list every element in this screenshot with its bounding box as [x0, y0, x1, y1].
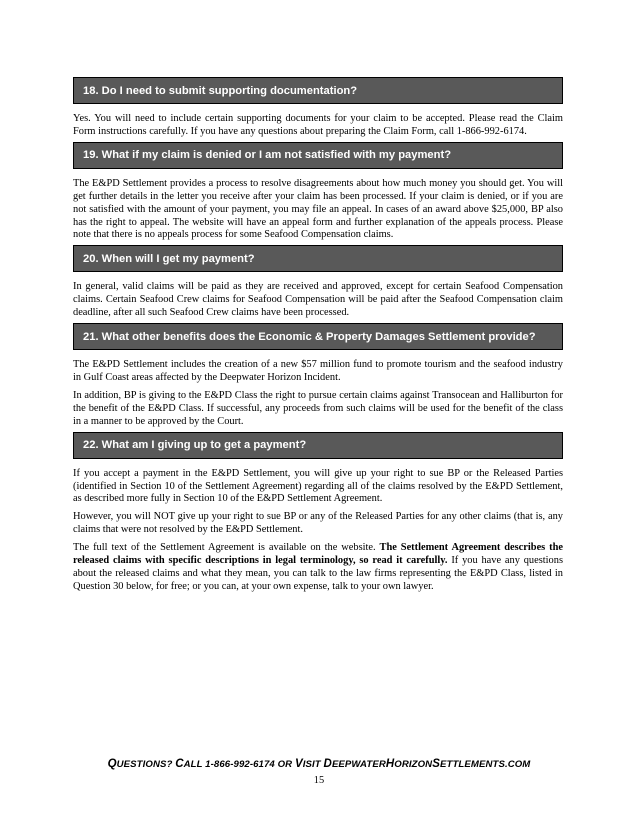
- footer-text: ISIT: [302, 759, 324, 770]
- answer-22-paragraph-2: However, you will NOT give up your right to sue BP or any of the Released Parties for any other claims (that is, any claims that were not resolved by the E&PD Settlement.: [73, 511, 563, 536]
- answer-21-paragraph-1: The E&PD Settlement includes the creation of a new $57 million fund to promote tourism and the seafood industry in Gulf Coast areas affected by the Deepwater Horizon Incident.: [73, 359, 563, 383]
- question-18-text: 18. Do I need to submit supporting documentation?: [83, 84, 358, 97]
- question-21-heading: [73, 323, 563, 350]
- answer-22-text-after: If you have any questions about the released claims and what they mean, you can talk to the law firms representing the E&PD Class, listed in Question 30 below, for free; or you can, at your own expense, talk to your own lawyer.: [73, 555, 563, 592]
- footer-cap: S: [432, 758, 440, 770]
- question-18-heading: [73, 77, 563, 104]
- footer-text: EEPWATER: [331, 759, 386, 770]
- answer-22-paragraph-3: [73, 542, 563, 594]
- question-19-text: 19. What if my claim is denied or I am not satisfied with my payment?: [83, 149, 452, 162]
- answer-20-paragraph: In general, valid claims will be paid as they are received and approved, except for certain Seafood Compensation claims. Certain Seafood Crew claims for Seafood Compensation will be paid after the Seafood Compensation claim deadline, after all such Seafood Crew claims have been processed.: [73, 281, 563, 319]
- question-21-text: 21. What other benefits does the Economic & Property Damages Settlement provide?: [83, 330, 536, 343]
- question-20-heading: [73, 245, 563, 272]
- question-22-heading: [73, 432, 563, 459]
- footer-cap: V: [294, 758, 303, 770]
- footer-text: ALL 1-866-992-6174 OR: [183, 759, 295, 770]
- answer-21-paragraph-2: In addition, BP is giving to the E&PD Class the right to pursue certain claims against Transocean and Halliburton for the benefit of the E&PD Class. If successful, any proceeds from such claims will be used for the benefit of the class in a manner to be approved by the Court.: [73, 389, 563, 427]
- footer-contact: [0, 758, 638, 770]
- answer-22-paragraph-1: If you accept a payment in the E&PD Settlement, you will give up your right to sue BP or the Released Parties (identified in Section 10 of the Settlement Agreement) regarding all of the claims resolved by the E&PD Settlement, as described more fully in Section 10 of the E&PD Settlement Agreement.: [73, 467, 563, 505]
- page-number: 15: [313, 775, 325, 786]
- answer-19-paragraph: The E&PD Settlement provides a process to resolve disagreements about how much money you should get. You will get further details in the letter you receive after your claim has been processed. If your claim is denied, or if you are not satisfied with the amount of your payment, you may file an appeal. In cases of an award above $25,000, BP also has the right to appeal. The website will have an appeal form and further explanation of the appeals process. Please note that there is no appeals process for some Seafood Compensation claims.: [73, 177, 563, 241]
- answer-22-bold-text: The Settlement Agreement describes the released claims with specific descriptions in legal terminology, so read it carefully.: [73, 542, 564, 567]
- footer-cap: Q: [107, 758, 117, 770]
- footer-cap: C: [175, 758, 184, 770]
- page-content: [73, 77, 563, 594]
- question-22-text: 22. What am I giving up to get a payment?: [83, 439, 307, 452]
- question-20-text: 20. When will I get my payment?: [83, 252, 255, 265]
- footer-text: ORIZON: [394, 759, 433, 770]
- question-19-heading: [73, 142, 563, 169]
- answer-18-paragraph: Yes. You will need to include certain supporting documents for your claim to be accepted. Please read the Claim Form instructions carefully. If you have any questions about preparing the Claim Form, call 1-866-992-6174.: [73, 113, 563, 137]
- footer-cap: H: [385, 758, 395, 770]
- footer-text: ETTLEMENTS.COM: [439, 759, 531, 770]
- footer-cap: D: [323, 758, 332, 770]
- footer-text: UESTIONS?: [116, 759, 176, 770]
- answer-22-text-before: The full text of the Settlement Agreement is available on the website.: [73, 542, 380, 554]
